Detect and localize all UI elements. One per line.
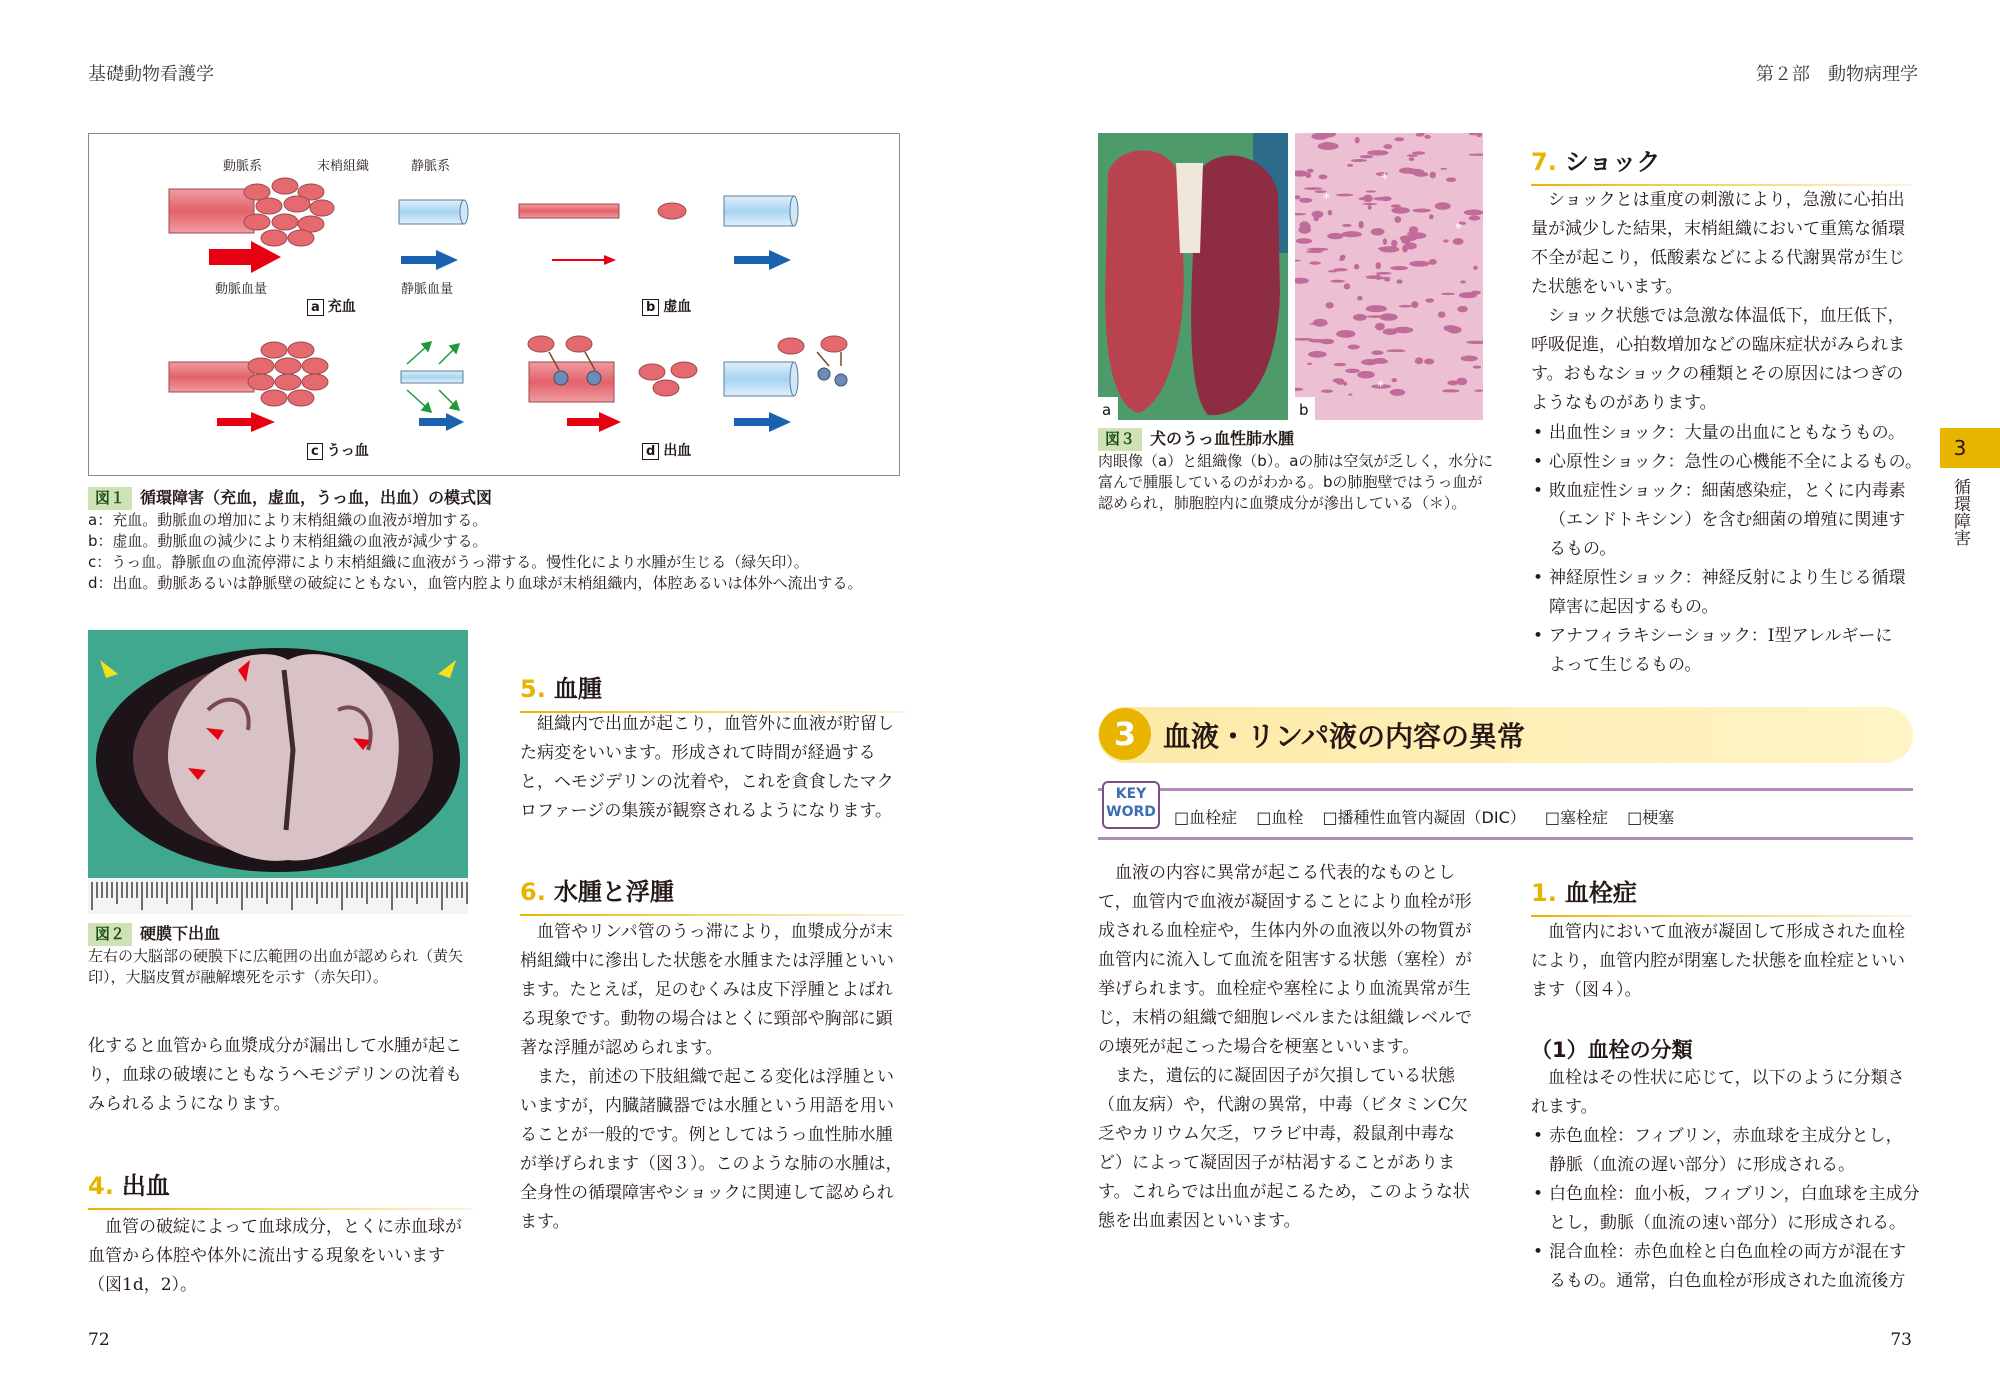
text-line: 乏やカリウム欠乏，ワラビ中毒，殺鼠剤中毒な [1098, 1124, 1455, 1144]
figure3-title: 犬のうっ血性肺水腫 [1150, 429, 1295, 448]
keyword-list [1174, 805, 1688, 828]
figure1-svg [89, 134, 899, 475]
text-line: いますが，内臓諸臓器では水腫という用語を用い [520, 1096, 894, 1116]
text-line: り，血球の破壊にともなうヘモジデリンの沈着も [88, 1065, 462, 1085]
list-item: • 敗血症性ショック：細菌感染症，とくに内毒素 （エンドトキシン）を含む細菌の増殖に関連す るもの。 [1531, 477, 1922, 564]
panel-a-graphic [169, 178, 468, 273]
text-line: る現象です。動物の場合はとくに頸部や胸部に顕 [520, 1009, 893, 1029]
text-line: ショック状態では急激な体温低下，血圧低下， [1531, 306, 1905, 326]
keyword-badge-top: KEY [1115, 786, 1147, 802]
text-line: ようなものがあります。 [1531, 393, 1717, 413]
figure1-caption-line: d：出血。動脈あるいは静脈壁の破綻にともない，血管内腔より血球が末梢組織内，体腔あるいは体外へ流出する。 [88, 574, 863, 592]
svg-text:*: * [1455, 221, 1462, 237]
text-line: 血管やリンパ管のうっ滞により，血漿成分が末 [520, 922, 893, 942]
label-arterial-flow: 動脈血量 [215, 282, 268, 297]
lung-gross-illustration [1098, 133, 1288, 420]
keyword-bar [1098, 788, 1913, 840]
section-1-heading: 1. 血栓症 [1531, 873, 1911, 913]
text-line: （図1d，2）。 [88, 1275, 198, 1295]
svg-text:*: * [1323, 191, 1330, 207]
chapter-side-tab [1940, 428, 2000, 468]
photo-letter-b: b [1299, 401, 1309, 419]
panel-a-label: a 充血 [307, 296, 356, 316]
figure2-caption-line: 左右の大脳部の硬膜下に広範囲の出血が認められ（黄矢 [88, 947, 464, 965]
text-line: れます。 [1531, 1097, 1598, 1117]
section-5-body [520, 710, 894, 826]
text-line: 梢組織中に滲出した状態を水腫または浮腫といい [520, 951, 894, 971]
text-line: 成される血栓症や，生体内外の血液以外の物質が [1098, 921, 1472, 941]
keyword-item: □血栓 [1256, 808, 1304, 827]
figure3-caption-line: 肉眼像（a）と組織像（b）。aの肺は空気が乏しく，水分に [1098, 452, 1494, 470]
section-7-body [1531, 186, 1905, 418]
panel-d-graphic [528, 336, 847, 432]
svg-text:*: * [1377, 379, 1384, 395]
text-line: と，ヘモジデリンの沈着や，これを貪食したマク [520, 772, 894, 792]
figure1-caption-line: a：充血。動脈血の増加により末梢組織の血液が増加する。 [88, 511, 488, 529]
text-line: の壊死が起こった場合を梗塞といいます。 [1098, 1037, 1420, 1057]
figure2-label: 図２ [88, 923, 132, 946]
list-item: • 白色血栓：血小板，フィブリン，白血球を主成分 とし，動脈（血流の速い部分）に形成される。 [1531, 1180, 1920, 1238]
figure3-caption [1098, 428, 1498, 514]
figure1-caption-line: c：うっ血。静脈血の血流停滞により末梢組織に血液がうっ滞する。慢性化により水腫が生じる（緑矢印）。 [88, 553, 809, 571]
text-line: 組織内で出血が起こり，血管外に血液が貯留し [520, 714, 894, 734]
text-line: ることが一般的です。例としてはうっ血性肺水腫 [520, 1125, 893, 1145]
chapter-3-intro [1098, 859, 1472, 1236]
figure1-caption [88, 487, 908, 594]
text-line: 著な浮腫が認められます。 [520, 1038, 723, 1058]
text-line: ます。 [520, 1212, 570, 1232]
panel-c-graphic [169, 342, 464, 432]
text-line: じ，末梢の組織で細胞レベルまたは組織レベルで [1098, 1008, 1472, 1028]
list-item: • 混合血栓：赤色血栓と白色血栓の両方が混在す るもの。通常，白色血栓が形成された血流後方 [1531, 1238, 1920, 1296]
text-line: す。これらでは出血が起こるため，このような状 [1098, 1182, 1470, 1202]
text-line: 化すると血管から血漿成分が漏出して水腫が起こ [88, 1036, 462, 1056]
text-line: 血栓はその性状に応じて，以下のように分類さ [1531, 1068, 1905, 1088]
list-item: • 心原性ショック：急性の心機能不全によるもの。 [1531, 448, 1922, 477]
text-line: （血友病）や，代謝の異常，中毒（ビタミンC欠 [1098, 1095, 1468, 1115]
subsection-1-body [1531, 1064, 1905, 1122]
figure2-caption [88, 923, 488, 988]
side-tab-number: 3 [1953, 436, 1967, 460]
running-header-right: 第２部 動物病理学 [1756, 64, 1918, 85]
svg-text:*: * [1381, 171, 1388, 187]
keyword-item: □塞栓症 [1544, 808, 1608, 827]
section-5-heading: 5. 血腫 [520, 669, 905, 709]
figure3-label: 図３ [1098, 428, 1142, 451]
page-number-right: 73 [1890, 1330, 1912, 1350]
text-line: 不全が起こり，低酸素などによる代謝異常が生じ [1531, 248, 1905, 268]
text-line: により，血管内腔が閉塞した状態を血栓症といい [1531, 951, 1905, 971]
figure3-caption-line: 認められ，肺胞腔内に血漿成分が滲出している（＊）。 [1098, 494, 1467, 512]
section-4-body [88, 1213, 462, 1300]
chapter-3-title: 血液・リンパ液の内容の異常 [1163, 720, 1526, 753]
figure1-title: 循環障害（充血，虚血，うっ血，出血）の模式図 [140, 488, 493, 507]
text-line: 呼吸促進，心拍数増加などの臨床症状がみられま [1531, 335, 1905, 355]
text-line: ます（図４）。 [1531, 980, 1642, 1000]
text-line: 血管内において血液が凝固して形成された血栓 [1531, 922, 1905, 942]
section-6-heading: 6. 水腫と浮腫 [520, 872, 905, 912]
panel-b-label: b 虚血 [642, 296, 691, 316]
text-line: 挙げられます。血栓症や塞栓により血流異常が生 [1098, 979, 1471, 999]
figure2-caption-line: 印），大脳皮質が融解壊死を示す（赤矢印）。 [88, 968, 389, 986]
text-line: 量が減少した結果，末梢組織において重篤な循環 [1531, 219, 1905, 239]
keyword-badge [1102, 781, 1160, 829]
side-tab-label: 循環障害 [1950, 478, 1970, 546]
text-line: 血管の破綻によって血球成分，とくに赤血球が [88, 1217, 462, 1237]
list-item: • アナフィラキシーショック：Ⅰ型アレルギーに よって生じるもの。 [1531, 622, 1922, 680]
text-line: ショックとは重度の刺激により，急激に心拍出 [1531, 190, 1905, 210]
text-line: ど）によって凝固因子が枯渇することがありま [1098, 1153, 1455, 1173]
list-item: • 赤色血栓：フィブリン，赤血球を主成分とし， 静脈（血流の遅い部分）に形成される。 [1531, 1122, 1920, 1180]
chapter-3-number: 3 [1099, 708, 1151, 760]
section-1-body [1531, 918, 1905, 1005]
text-line: また，遺伝的に凝固因子が欠損している状態 [1098, 1066, 1455, 1086]
brain-section-illustration [88, 630, 468, 914]
label-venous-flow: 静脈血量 [401, 282, 454, 297]
figure3-photo-a [1098, 133, 1288, 420]
panel-b-graphic [519, 196, 798, 270]
figure3-photo-b [1295, 133, 1483, 420]
figure1-caption-line: b：虚血。動脈血の減少により末梢組織の血液が減少する。 [88, 532, 488, 550]
page-number-left: 72 [88, 1330, 110, 1350]
text-line: また，前述の下肢組織で起こる変化は浮腫とい [520, 1067, 894, 1087]
label-tissue: 末梢組織 [317, 159, 370, 174]
keyword-item: □血栓症 [1174, 808, 1238, 827]
text-line: 態を出血素因といいます。 [1098, 1211, 1301, 1231]
section-6-body [520, 918, 903, 1237]
text-line: ます。たとえば，足のむくみは皮下浮腫とよばれ [520, 980, 893, 1000]
panel-c-label: c うっ血 [307, 440, 369, 460]
list-item: • 神経原性ショック：神経反射により生じる循環 障害に起因するもの。 [1531, 564, 1922, 622]
lung-histology-illustration [1295, 133, 1483, 420]
list-item: • 出血性ショック：大量の出血にともなうもの。 [1531, 419, 1922, 448]
panel-d-label: d 出血 [642, 440, 691, 460]
text-line: 血管内に流入して血流を阻害する状態（塞栓）が [1098, 950, 1472, 970]
subsection-1-heading: （1）血栓の分類 [1531, 1038, 1693, 1062]
text-line: が挙げられます（図３）。このような肺の水腫は， [520, 1154, 903, 1174]
section-4-heading: 4. 出血 [88, 1166, 473, 1206]
thrombus-type-list [1531, 1122, 1920, 1296]
photo-letter-a: a [1102, 401, 1112, 419]
keyword-item: □梗塞 [1627, 808, 1675, 827]
keyword-badge-bottom: WORD [1106, 804, 1156, 820]
figure3-caption-line: 富んで腫脹しているのがわかる。bの肺胞壁ではうっ血が [1098, 473, 1483, 491]
text-line: ロファージの集簇が観察されるようになります。 [520, 801, 892, 821]
running-header-left: 基礎動物看護学 [88, 64, 214, 85]
figure2-photo [88, 630, 468, 914]
text-line: みられるようになります。 [88, 1094, 291, 1114]
text-line: 血管から体腔や体外に流出する現象をいいます [88, 1246, 445, 1266]
label-arterial: 動脈系 [223, 159, 263, 174]
text-line: て，血管内で血液が凝固することにより血栓が形 [1098, 892, 1472, 912]
text-line: 血液の内容に異常が起こる代表的なものとし [1098, 863, 1455, 883]
figure1-label: 図１ [88, 487, 132, 510]
text-line: 全身性の循環障害やショックに関連して認められ [520, 1183, 894, 1203]
figure2-title: 硬膜下出血 [140, 924, 221, 943]
figure1-diagram [88, 133, 900, 476]
text-line: す。おもなショックの種類とその原因にはつぎの [1531, 364, 1904, 384]
shock-type-list [1531, 419, 1922, 680]
keyword-item: □播種性血管内凝固（DIC） [1322, 808, 1526, 827]
text-line: た病変をいいます。形成されて時間が経過する [520, 743, 876, 763]
text-line: た状態をいいます。 [1531, 277, 1683, 297]
left-continuation-paragraph [88, 1032, 462, 1119]
label-venous: 静脈系 [411, 159, 451, 174]
section-7-heading: 7. ショック [1531, 142, 1911, 182]
